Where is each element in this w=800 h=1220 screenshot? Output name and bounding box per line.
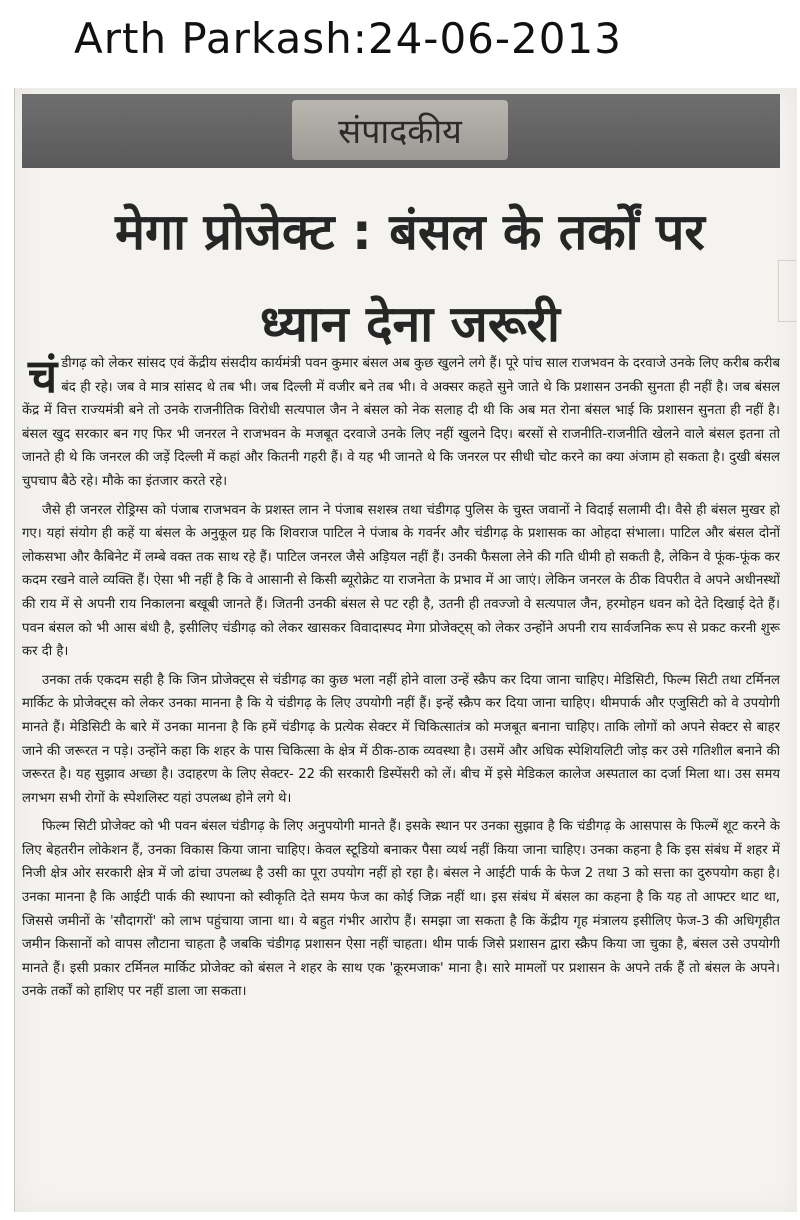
article-paragraph-2: जैसे ही जनरल रोड्रिग्स को पंजाब राजभवन के प्रशस्त लान ने पंजाब सशस्त्र तथा चंडीगढ़ पुलिस के चुस्त जवानों ने विदाई सलामी दी। वैसे ही बंसल मुखर हो गए। यहां संयोग ही कहें या बंसल के अनुकूल ग्रह कि शिवराज पाटिल ने पंजाब के गवर्नर और चंडीगढ़ के प्रशासक का ओहदा संभाला। पाटिल और बंसल दोनों लोकसभा और कैबिनेट में लम्बे वक्त तक साथ रहे हैं। पाटिल जनरल जैसे अड़ियल नहीं हैं। उनकी फैसला लेने की गति धीमी हो सकती है, लेकिन वे फूंक-फूंक कर कदम रखने वाले व्यक्ति हैं। ऐसा भी नहीं है कि वे आसानी से किसी ब्यूरोक्रेट या राजनेता के प्रभाव में आ जाएं। लेकिन जनरल के ठीक विपरीत वे अपने अधीनस्थों की राय में से अपनी राय निकालना बखूबी जानते हैं। जितनी उनकी बंसल से पट रही है, उतनी ही तवज्जो वे सत्यपाल जैन, हरमोहन धवन को देते दिखाई देते हैं। पवन बंसल को भी आस बंधी है, इसीलिए चंडीगढ़ को लेकर खासकर विवादास्पद मेगा प्रोजेक्ट्स् को लेकर उन्होंने अपनी राय सार्वजनिक रूप से प्रकट करनी शुरू कर दी है। (22, 502, 780, 660)
headline-line-2: ध्यान देना जरूरी (260, 295, 560, 353)
drop-cap: चं (28, 352, 58, 403)
paragraph-1-text: डीगढ़ को लेकर सांसद एवं केंद्रीय संसदीय कार्यमंत्री पवन कुमार बंसल अब कुछ खुलने लगे हैं। पूरे पांच साल राजभवन के दरवाजे उनके लिए करीब करीब बंद ही रहे। जब वे मात्र सांसद थे तब भी। जब दिल्ली में वजीर बने तब भी। वे अक्सर कहते सुने जाते थे कि प्रशासन उनकी सुनता ही नहीं है। जब बंसल केंद्र में वित्त राज्यमंत्री बने तो उनके राजनीतिक विरोधी सत्यपाल जैन ने बंसल को नेक सलाह दी थी कि अब मत रोना बंसल भाई कि प्रशासन सुनता ही नहीं है। बंसल खुद सरकार बन गए फिर भी जनरल ने राजभवन के मजबूत दरवाजे उनके लिए नहीं खुलने दिए। बरसों से राजनीति-राजनीति खेलने वाले बंसल इतना तो जानते ही थे कि जनरल की जड़ें दिल्ली में कहां और कितनी गहरी हैं। वे यह भी जानते थे कि जनरल पर सीधी चोट करने का क्या अंजाम हो सकता है। दुखी बंसल चुपचाप बैठे रहे। मौके का इंतजार करते रहे। (22, 356, 780, 489)
article-paragraph-1 (22, 352, 780, 494)
article-paragraph-3: उनका तर्क एकदम सही है कि जिन प्रोजेक्ट्स से चंडीगढ़ का कुछ भला नहीं होने वाला उन्हें स्क्रैप कर दिया जाना चाहिए। मेडिसिटी, फिल्म सिटी तथा टर्मिनल मार्किट के प्रोजेक्ट्स को लेकर उनका मानना है कि ये चंडीगढ़ के लिए उपयोगी नहीं हैं। इन्हें स्क्रैप कर दिया जाना चाहिए। थीमपार्क और एजुसिटी को वे उपयोगी मानते हैं। मेडिसिटी के बारे में उनका मानना है कि हमें चंडीगढ़ के प्रत्येक सेक्टर में चिकित्सातंत्र को मजबूत बनाना चाहिए। ताकि लोगों को अपने सेक्टर से बाहर जाने की जरूरत न पड़े। उन्होंने कहा कि शहर के पास चिकित्सा के क्षेत्र में ठीक-ठाक व्यवस्था है। उसमें और अधिक स्पेशियलिटी जोड़ कर उसे गतिशील बनाने की जरूरत है। यह सुझाव अच्छा है। उदाहरण के लिए सेक्टर- 22 की सरकारी डिस्पेंसरी को लें। बीच में इसे मेडिकल कालेज अस्पताल का दर्जा मिला था। उस समय लगभग सभी रोगों के स्पेशलिस्ट यहां उपलब्ध होने लगे थे। (22, 672, 780, 806)
adjacent-column-edge (778, 260, 797, 322)
article-paragraph-4: फिल्म सिटी प्रोजेक्ट को भी पवन बंसल चंडीगढ़ के लिए अनुपयोगी मानते हैं। इसके स्थान पर उनका सुझाव है कि चंडीगढ़ के आसपास के फिल्में शूट करने के लिए बेहतरीन लोकेशन हैं, उनका विकास किया जाना चाहिए। केवल स्टूडियो बनाकर पैसा व्यर्थ नहीं किया जाना चाहिए। उनका कहना है कि इस संबंध में शहर में निजी क्षेत्र ओर सरकारी क्षेत्र में जो ढांचा उपलब्ध है उसी का पूरा उपयोग नहीं हो रहा है। बंसल ने आईटी पार्क के फेज 2 तथा 3 को सत्ता का दुरुपयोग कहा है। उनका मानना है कि आईटी पार्क की स्थापना को स्वीकृति देते समय फेज का कोई जिक्र नहीं था। इस संबंध में बंसल का कहना है कि यह तो आफ्टर थाट था, जिससे जमीनों के 'सौदागरों' को लाभ पहुंचाया जाना था। ये बहुत गंभीर आरोप हैं। समझा जा सकता है कि केंद्रीय गृह मंत्रालय इसीलिए फेज-3 की अधिगृहीत जमीन किसानों को वापस लौटाना चाहता है जबकि चंडीगढ़ प्रशासन ऐसा नहीं चाहता। थीम पार्क जिसे प्रशासन द्वारा स्क्रैप किया जा चुका है, बंसल उसे उपयोगी मानते हैं। इसी प्रकार टर्मिनल मार्किट प्रोजेक्ट को बंसल ने शहर के साथ एक 'क्रूरमजाक' माना है। सारे मामलों पर प्रशासन के अपने तर्क हैं तो बंसल के अपने। उनके तर्कों को हाशिए पर नहीं डाला जा सकता। (22, 819, 780, 1000)
article-body (22, 352, 780, 1202)
document-title: Arth Parkash:24-06-2013 (74, 14, 622, 63)
headline-line-1: मेगा प्रोजेक्ट : बंसल के तर्कों पर (115, 203, 705, 261)
headline (40, 186, 780, 370)
section-label: संपादकीय (292, 100, 508, 160)
